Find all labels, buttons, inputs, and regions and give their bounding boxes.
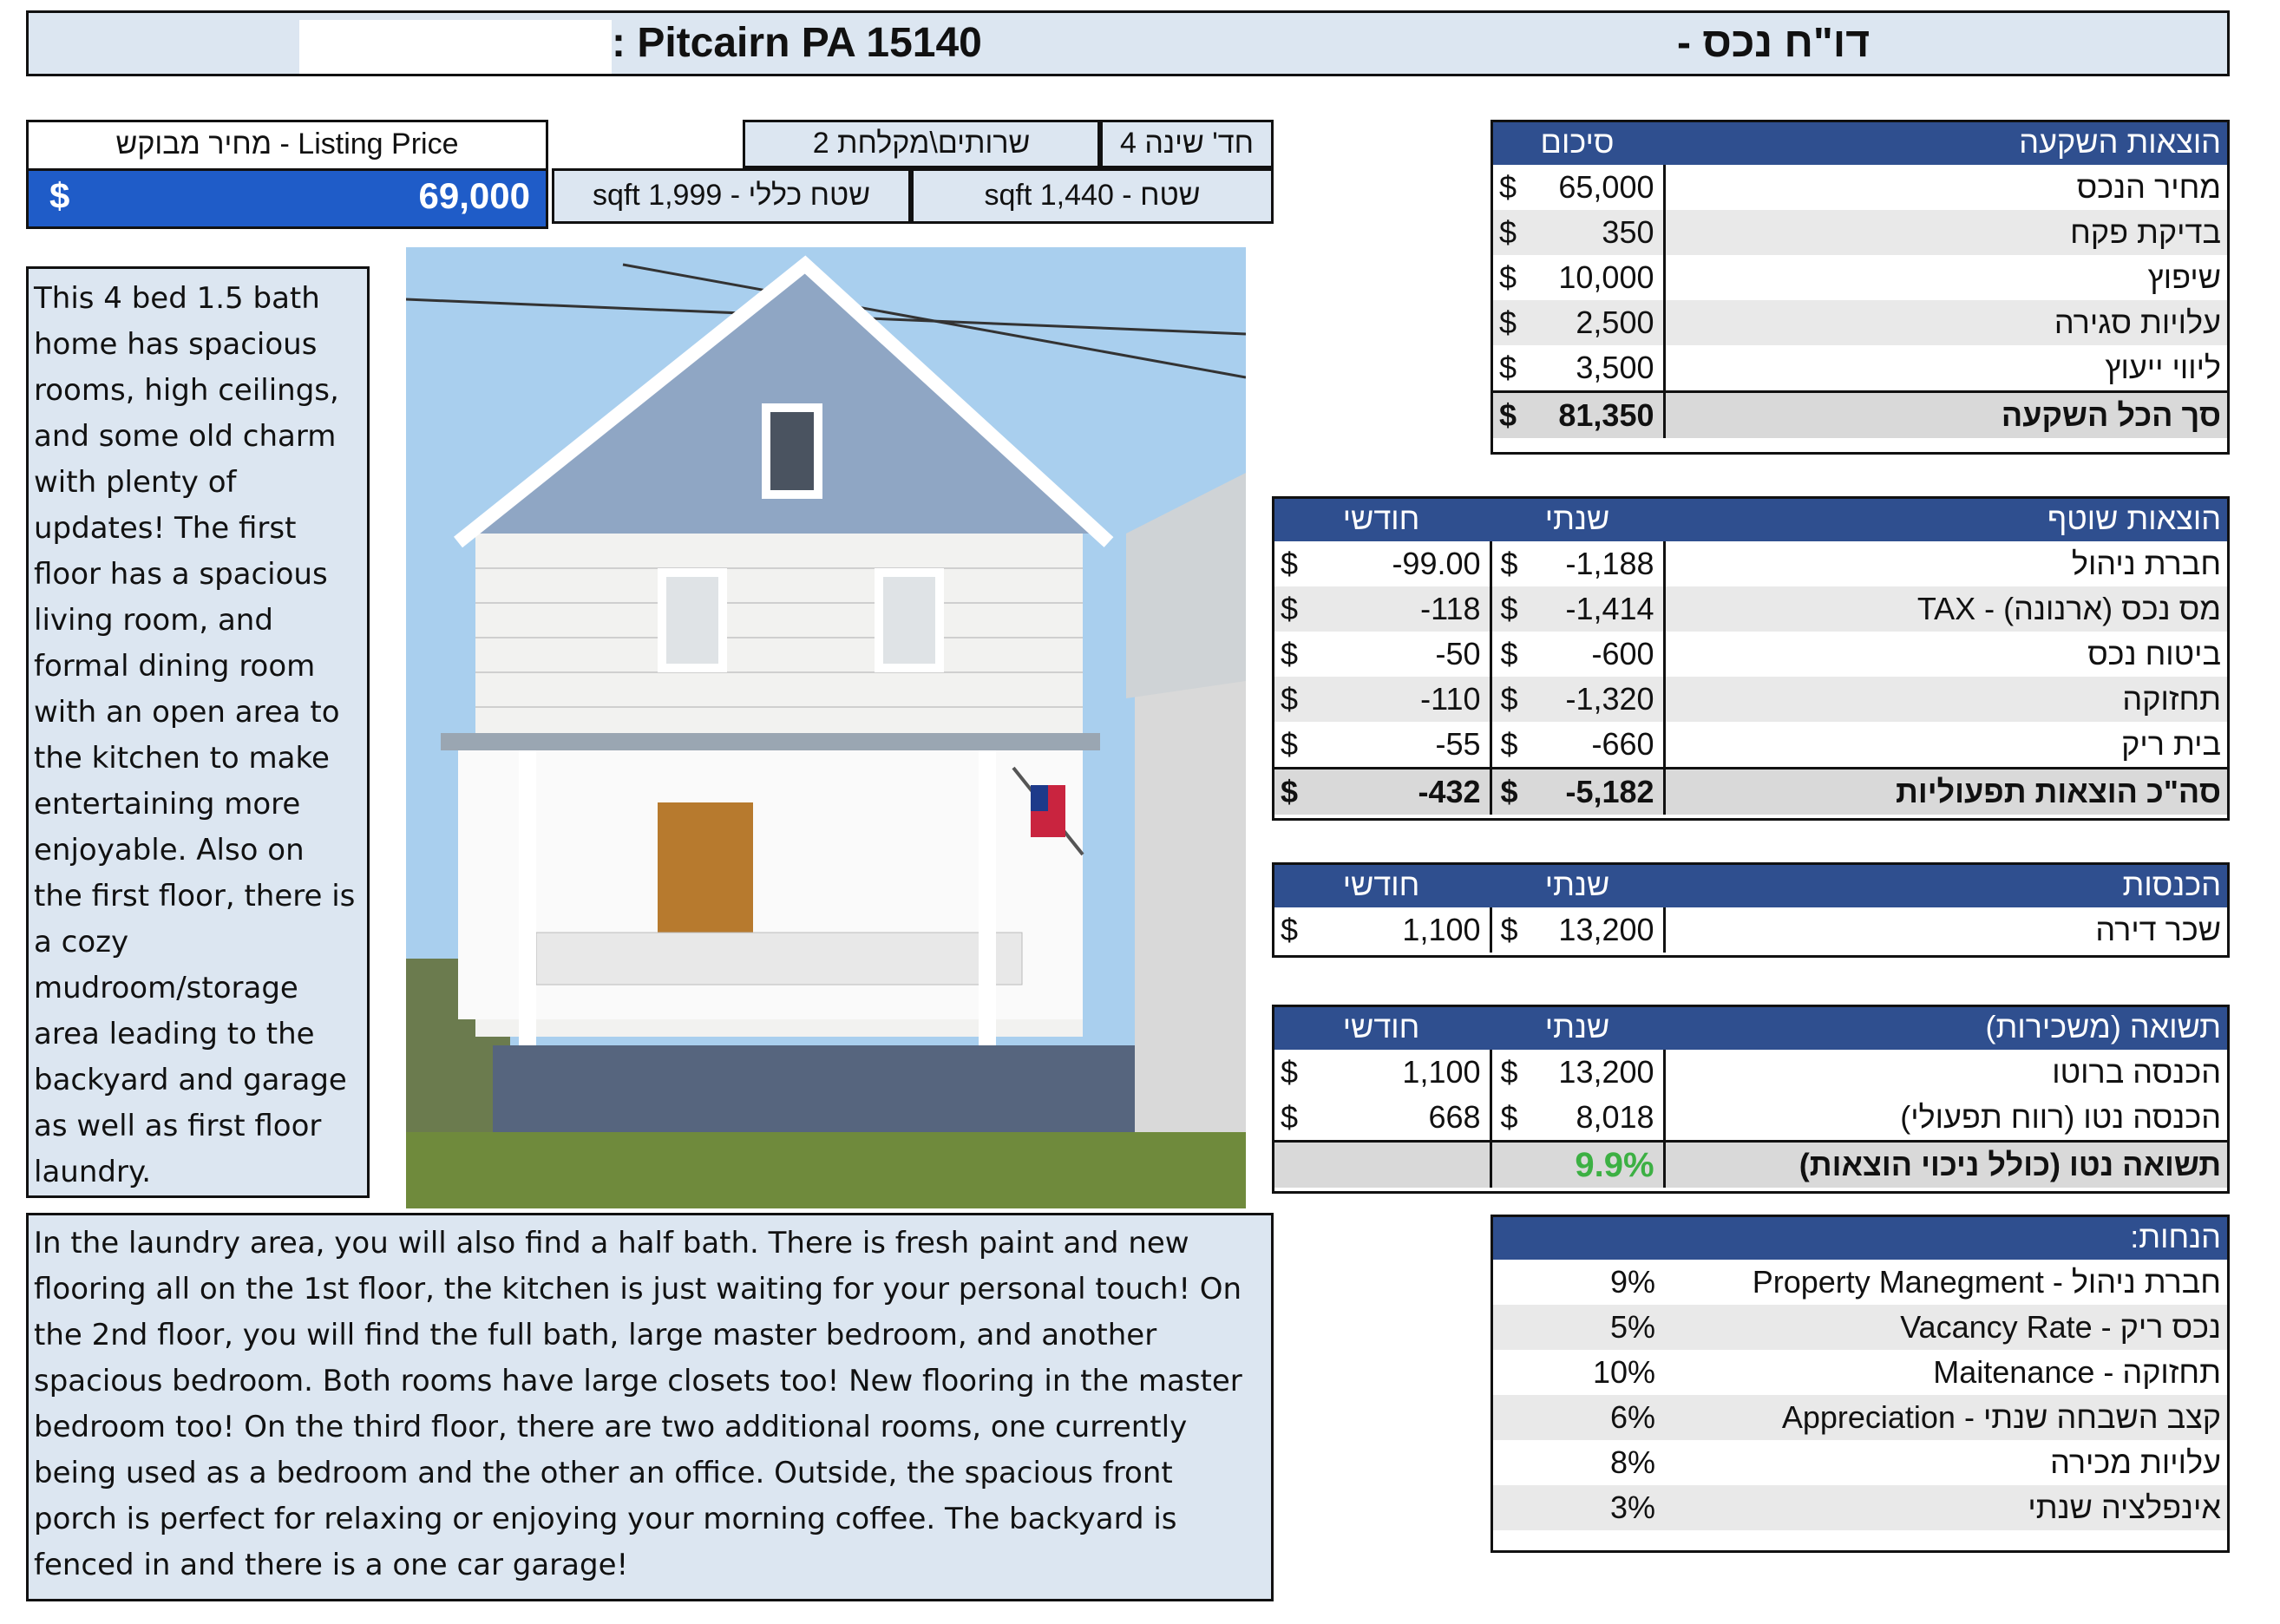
returns-label: הכנסה נטו (רווח תפעולי) — [1664, 1095, 2230, 1142]
expense-label: תחזוקה — [1664, 677, 2230, 722]
investment-col-header: סיכום — [1491, 120, 1664, 165]
currency: $ — [1491, 586, 1525, 632]
house-illustration — [406, 247, 1246, 1208]
investment-label: בדיקת פקח — [1664, 210, 2230, 255]
income-col-year: שנתי — [1491, 862, 1664, 907]
report-heading: דו"ח נכס - — [1677, 20, 1871, 66]
assumption-label: תחזוקה - Maitenance — [1933, 1354, 2221, 1390]
currency: $ — [1491, 210, 1525, 255]
currency: $ — [1281, 1099, 1299, 1135]
assumption-label: נכס ריק - Vacancy Rate — [1664, 1305, 2230, 1350]
listing-price-box — [26, 120, 543, 224]
house-photo — [406, 247, 1246, 1208]
expense-month: -99.00 — [1392, 546, 1481, 581]
assumptions-table — [1491, 1215, 2230, 1530]
net-return-cell — [1491, 1142, 1664, 1189]
assumptions-header: הנחות: — [1491, 1215, 2230, 1260]
currency: $ — [1491, 632, 1525, 677]
returns-month: 1,100 — [1402, 1054, 1481, 1090]
returns-col-month: חודשי — [1272, 1005, 1491, 1050]
currency: $ — [1272, 586, 1307, 632]
currency: $ — [1491, 300, 1525, 345]
currency: $ — [1272, 677, 1307, 722]
returns-year: 8,018 — [1576, 1099, 1654, 1135]
investment-total-label: סך הכל השקעה — [1664, 392, 2230, 439]
expense-label: בית ריק — [1664, 722, 2230, 769]
expense-month: -50 — [1435, 636, 1481, 671]
net-return-value: 9.9% — [1575, 1145, 1654, 1184]
returns-col-year: שנתי — [1491, 1005, 1664, 1050]
assumption-value: 5% — [1491, 1305, 1664, 1350]
assumption-label: קצב השבחה שנתי - Appreciation — [1664, 1395, 2230, 1440]
expenses-col-month: חודשי — [1272, 496, 1491, 541]
currency: $ — [1281, 1054, 1299, 1090]
investment-label: עלויות סגירה — [1664, 300, 2230, 345]
expenses-table — [1272, 496, 2230, 815]
income-year: 13,200 — [1558, 912, 1654, 947]
investment-value: 2,500 — [1525, 300, 1664, 345]
income-label: שכר דירה — [1664, 907, 2230, 953]
bedrooms-cell: חד' שינה 4 — [1100, 120, 1274, 168]
assumption-value: 3% — [1491, 1485, 1664, 1530]
investment-value: 65,000 — [1558, 169, 1654, 205]
listing-price-value: 69,000 — [418, 175, 530, 216]
returns-header: תשואה (משכירות) — [1664, 1005, 2230, 1050]
currency: $ — [1491, 1095, 1525, 1142]
investment-label: שיפוץ — [1664, 255, 2230, 300]
property-address: : Pitcairn PA 15140 — [612, 20, 982, 66]
income-table — [1272, 862, 2230, 953]
income-col-month: חודשי — [1272, 862, 1491, 907]
returns-total-blank — [1272, 1142, 1491, 1189]
redacted-area — [299, 20, 612, 74]
assumption-value: 8% — [1609, 1444, 1655, 1480]
currency: $ — [1281, 546, 1299, 581]
title-bar — [26, 10, 2230, 76]
listing-price-value-cell — [26, 168, 548, 229]
currency: $ — [1499, 169, 1517, 205]
expenses-total-year: -5,182 — [1525, 769, 1664, 815]
description-side: This 4 bed 1.5 bath home has spacious rooms, high ceilings, and some old charm with plenty of updates! The first floor has a spacious living room, and formal dining room with an open area to the kitchen to make entertaining more enjoyable. Also on the first floor, there is a cozy mudroom/storage area leading to the backyard and garage as well as first floor laundry. — [26, 266, 370, 1198]
assumption-label: עלויות מכירה — [2050, 1444, 2221, 1480]
assumption-value: 6% — [1491, 1395, 1664, 1440]
currency-symbol: $ — [49, 175, 70, 216]
expense-label: ביטוח נכס — [1664, 632, 2230, 677]
expenses-col-year: שנתי — [1491, 496, 1664, 541]
investment-table — [1491, 120, 2230, 438]
expense-month: -55 — [1435, 726, 1481, 762]
currency: $ — [1499, 259, 1517, 295]
currency: $ — [1491, 722, 1525, 769]
currency: $ — [1491, 541, 1525, 586]
investment-label: ליווי ייעוץ — [1664, 345, 2230, 392]
bathrooms-cell: שרותים\מקלחת 2 — [743, 120, 1100, 168]
investment-value: 3,500 — [1576, 350, 1654, 385]
investment-total-value: 81,350 — [1525, 392, 1664, 439]
currency: $ — [1491, 677, 1525, 722]
expenses-header: הוצאות שוטף — [1664, 496, 2230, 541]
currency: $ — [1499, 350, 1517, 385]
total-area-cell: שטח כללי - sqft 1,999 — [552, 168, 911, 224]
expenses-total-label: סה"כ הוצאות תפעוליות — [1664, 769, 2230, 815]
income-month: 1,100 — [1402, 912, 1481, 947]
currency: $ — [1281, 726, 1299, 762]
currency: $ — [1491, 769, 1525, 815]
expense-label: חברת ניהול — [1664, 541, 2230, 586]
assumption-label: אינפלציה שנתי — [1664, 1485, 2230, 1530]
currency: $ — [1491, 1050, 1525, 1095]
returns-table — [1272, 1005, 2230, 1188]
description-bottom: In the laundry area, you will also find a half bath. There is fresh paint and new flooring all on the 1st floor, the kitchen is just waiting for your personal touch! On the 2nd floor, you will find the full bath, large master bedroom, and another spacious bedroom. Both rooms have large closets too! New flooring in the master bedroom too! On the third floor, there are two additional rooms, one currently being used as a bedroom and the other an office. Outside, the spacious front porch is perfect for relaxing or enjoying your morning coffee. The backyard is fenced in and there is a one car garage! — [26, 1213, 1274, 1601]
expense-month: -118 — [1307, 586, 1491, 632]
currency: $ — [1272, 769, 1307, 815]
currency: $ — [1281, 636, 1299, 671]
expense-year: -1,320 — [1525, 677, 1664, 722]
currency: $ — [1281, 912, 1299, 947]
currency: $ — [1491, 392, 1525, 439]
investment-header: הוצאות השקעה — [1664, 120, 2230, 165]
listing-price-label: מחיר מבוקש - Listing Price — [26, 120, 548, 174]
expense-label: מס נכס (ארנונה) - TAX — [1664, 586, 2230, 632]
expenses-total-month: -432 — [1307, 769, 1491, 815]
returns-year: 13,200 — [1558, 1054, 1654, 1090]
expense-year: -600 — [1591, 636, 1654, 671]
investment-value: 10,000 — [1558, 259, 1654, 295]
currency: $ — [1491, 907, 1525, 953]
investment-value: 350 — [1525, 210, 1664, 255]
returns-month: 668 — [1428, 1099, 1481, 1135]
expense-year: -1,414 — [1525, 586, 1664, 632]
assumption-value: 9% — [1609, 1264, 1655, 1300]
returns-total-label: תשואה נטו (כולל ניכוי הוצאות) — [1664, 1142, 2230, 1189]
expense-month: -110 — [1307, 677, 1491, 722]
assumption-label: חברת ניהול - Property Manegment — [1752, 1264, 2221, 1300]
area-cell: שטח - sqft 1,440 — [911, 168, 1274, 224]
expense-year: -660 — [1591, 726, 1654, 762]
expense-year: -1,188 — [1565, 546, 1654, 581]
investment-label: מחיר הנכס — [1664, 165, 2230, 210]
assumption-value: 10% — [1592, 1354, 1655, 1390]
returns-label: הכנסה ברוטו — [1664, 1050, 2230, 1095]
income-header: הכנסות — [1664, 862, 2230, 907]
